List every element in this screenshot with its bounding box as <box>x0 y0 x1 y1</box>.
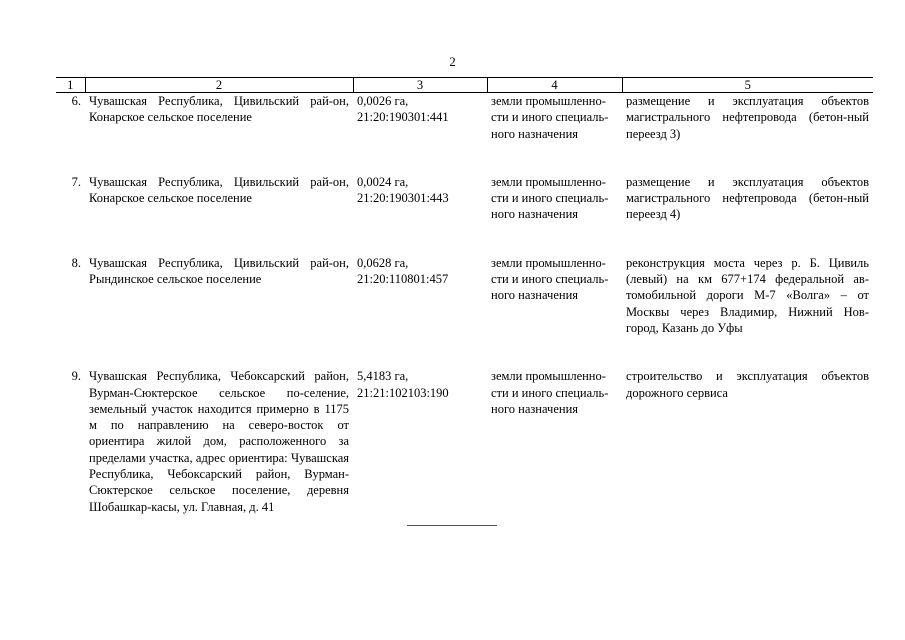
cadastral-number: 21:21:102103:190 <box>357 385 449 400</box>
land-category-cell: земли промышленно-сти и иного специаль-ного назначения <box>491 369 609 416</box>
column-header-3: 3 <box>353 78 487 93</box>
area-value: 5,4183 га, <box>357 369 409 384</box>
cadastral-number: 21:20:190301:443 <box>357 191 449 206</box>
cadastral-number: 21:20:190301:441 <box>357 110 449 125</box>
area-cell <box>353 174 487 255</box>
column-header-1: 1 <box>56 78 85 93</box>
area-value: 0,0026 га, <box>357 94 409 108</box>
purpose-cell: строительство и эксплуатация объектов дорожного сервиса <box>626 369 869 400</box>
location-cell: Чувашская Республика, Цивильский рай-он, Конарское сельское поселение <box>89 174 349 206</box>
column-header-5: 5 <box>622 78 873 93</box>
land-category-cell: земли промышленно-сти и иного специаль-ного назначения <box>491 174 609 222</box>
location-cell: Чувашская Республика, Цивильский рай-он, Рындинское сельское поселение <box>89 255 349 287</box>
area-value: 0,0024 га, <box>357 174 409 189</box>
row-number: 7. <box>71 174 81 189</box>
area-cell <box>353 255 487 368</box>
table-row <box>56 174 873 255</box>
table-header-row <box>56 78 873 93</box>
end-divider <box>407 525 497 526</box>
table-row <box>56 368 873 547</box>
purpose-cell: размещение и эксплуатация объектов магистрального нефтепровода (бетон-ный переезд 3) <box>626 94 869 141</box>
page-number: 2 <box>449 54 456 69</box>
column-header-4: 4 <box>487 78 622 93</box>
area-cell <box>353 93 487 174</box>
cadastral-number: 21:20:110801:457 <box>357 272 449 287</box>
land-category-cell: земли промышленно-сти и иного специаль-ного назначения <box>491 94 609 141</box>
row-number: 9. <box>71 369 81 384</box>
table-row <box>56 93 873 174</box>
row-number: 8. <box>71 255 81 270</box>
location-cell: Чувашская Республика, Чебоксарский район, Вурман-Сюктерское сельское по-селение, земельный участок находится примерно в 1175 м по направлению на северо-восток от ориентира жилой дом, расположенного за пределами участка, адрес ориентира: Чувашская Республика, Чебоксарский район, Вурман-Сюктерское сельское поселение, деревня Шобашкар-касы, ул. Главная, д. 41 <box>89 369 349 514</box>
land-category-cell: земли промышленно-сти и иного специаль-ного назначения <box>491 255 609 303</box>
location-cell: Чувашская Республика, Цивильский рай-он, Конарское сельское поселение <box>89 94 349 125</box>
purpose-cell: реконструкция моста через р. Б. Цивиль (левый) на км 677+174 федеральной ав-томобильной дороги М-7 «Волга» – от Москвы через Владимир, Нижний Нов-город, Казань до Уфы <box>626 255 869 335</box>
purpose-cell: размещение и эксплуатация объектов магистрального нефтепровода (бетон-ный переезд 4) <box>626 174 869 222</box>
table-row <box>56 255 873 368</box>
area-cell <box>353 368 487 547</box>
row-number: 6. <box>71 94 81 108</box>
column-header-2: 2 <box>85 78 353 93</box>
area-value: 0,0628 га, <box>357 255 409 270</box>
land-plots-table <box>56 77 873 547</box>
